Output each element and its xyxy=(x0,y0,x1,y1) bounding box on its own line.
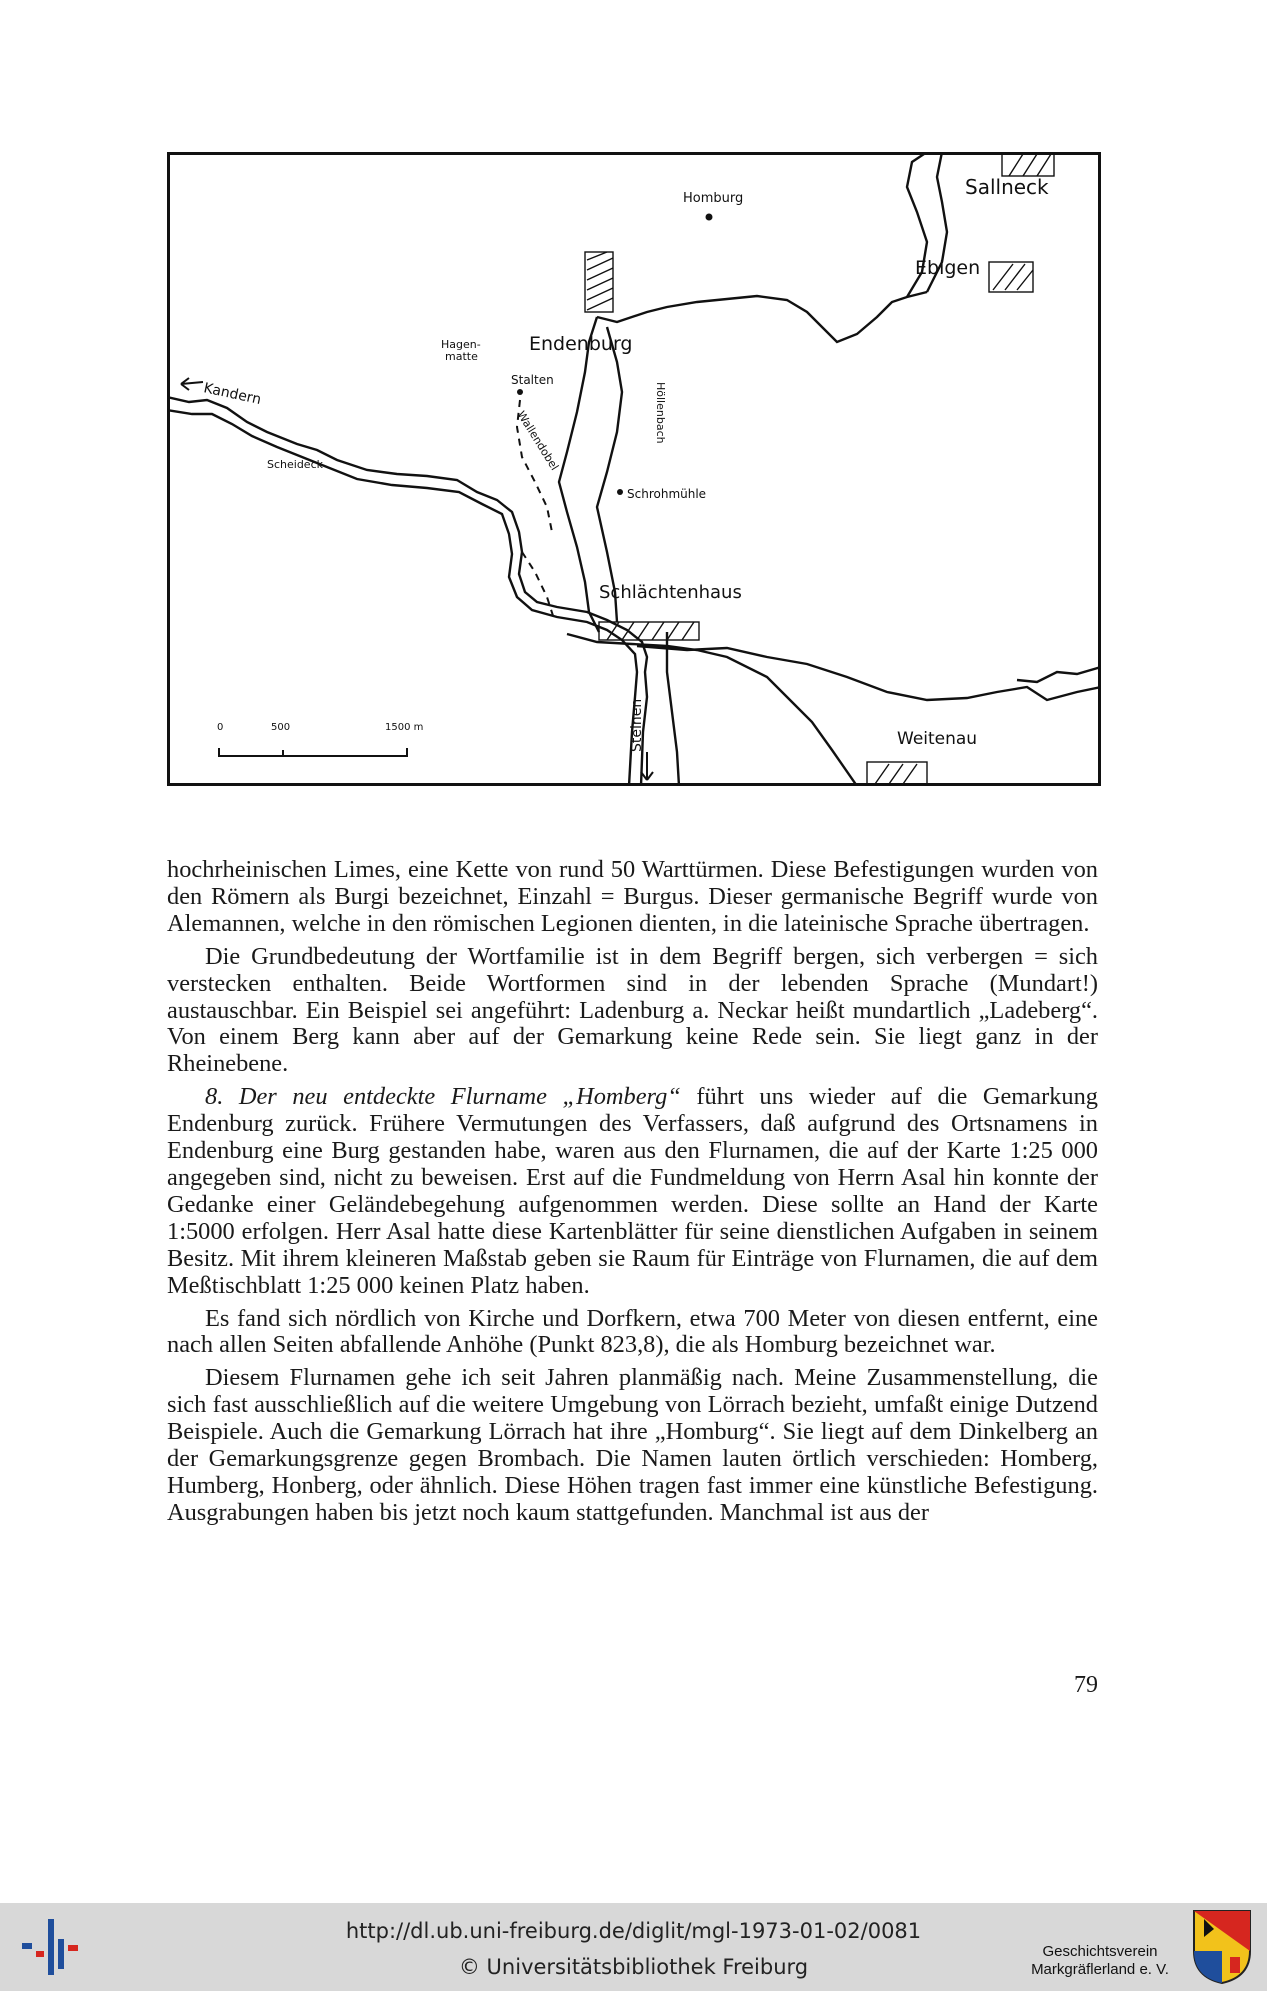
label-hagenmatte-2: matte xyxy=(445,350,478,363)
page-number: 79 xyxy=(1074,1672,1098,1698)
scale-tick-0: 0 xyxy=(217,722,224,733)
label-ebigen: Ebigen xyxy=(915,257,981,279)
label-homburg: Homburg xyxy=(683,191,744,206)
paragraph-5: Diesem Flurnamen gehe ich seit Jahren planmäßig nach. Meine Zusammenstellung, die sich fast ausschließlich auf die weitere Umgebung von Lörrach bezieht, umfaßt einige Dutzend Beispiele. Auch die Gemarkung Lörrach hat ihre „Homburg“. Sie liegt auf dem Dinkelberg an der Gemarkungsgrenze gegen Brombach. Die Namen lauten örtlich verschieden: Homberg, Humberg, Honberg, oder ähnlich. Diese Höhen tragen fast immer eine künstliche Befestigung. Ausgrabungen haben bis jetzt noch kaum stattgefunden. Manchmal ist aus der xyxy=(167,1364,1098,1526)
paragraph-3 xyxy=(167,1084,1098,1299)
society-line-2: Markgräflerland e. V. xyxy=(1031,1961,1169,1978)
map-svg xyxy=(167,152,1101,786)
footer-url[interactable]: http://dl.ub.uni-freiburg.de/diglit/mgl-1973-01-02/0081 xyxy=(345,1919,922,1943)
paragraph-3-text: führt uns wieder auf die Gemarkung Endenburg zurück. Frühere Vermutungen des Verfassers, daß aufgrund des Ortsnamens in Endenburg eine Burg gestanden habe, waren aus den Flurnamen, die auf der Karte 1:25 000 angegeben sind, nicht zu beweisen. Erst auf die Fundmeldung von Herrn Asal hin konnte der Gedanke einer Geländebegehung aufgenommen werden. Diese sollte an Hand der Karte 1:5000 erfolgen. Herr Asal hatte diese Kartenblätter für seine dienstlichen Aufgaben in seinem Besitz. Mit ihrem kleineren Maßstab geben sie Raum für Einträge von Flurnamen, die auf dem Meßtischblatt 1:25 000 keinen Platz haben. xyxy=(167,1083,1098,1299)
label-schlaechtenhaus: Schlächtenhaus xyxy=(599,582,742,603)
paragraph-2: Die Grundbedeutung der Wortfamilie ist in dem Begriff bergen, sich verbergen = sich verstecken enthalten. Beide Wortformen sind in der lebenden Sprache (Mundart!) austauschbar. Ein Beispiel sei angeführt: Ladenburg a. Neckar heißt mundartlich „Ladeberg“. Von einem Berg kann aber auf der Gemarkung keine Rede sein. Sie liegt ganz in der Rheinebene. xyxy=(167,942,1098,1078)
label-kandern: Kandern xyxy=(202,380,263,409)
point-homburg xyxy=(706,214,713,221)
label-weitenau: Weitenau xyxy=(897,729,978,749)
scale-tick-1500: 1500 m xyxy=(385,722,424,733)
label-endenburg: Endenburg xyxy=(529,333,633,355)
section-heading: 8. Der neu entdeckte Flurname „Homberg“ xyxy=(205,1083,681,1111)
label-scheideck: Scheideck xyxy=(267,458,323,471)
coat-of-arms-icon xyxy=(1190,1907,1254,1985)
label-wallendobel: Wallendobel xyxy=(514,408,562,473)
point-stalten xyxy=(517,389,523,395)
paragraph-4: Es fand sich nördlich von Kirche und Dorfkern, etwa 700 Meter von diesen entfernt, eine nach allen Seiten abfallende Anhöhe (Punkt 823,8), die als Homburg bezeichnet war. xyxy=(167,1304,1098,1359)
label-hagenmatte-1: Hagen- xyxy=(441,338,481,351)
point-schrohmuehle xyxy=(617,489,623,495)
label-sallneck: Sallneck xyxy=(965,175,1049,199)
label-hoellenbach: Höllenbach xyxy=(654,382,667,444)
body-text xyxy=(167,857,1098,1527)
label-schrohmuehle: Schrohmühle xyxy=(627,487,707,501)
footer-copyright: © Universitätsbibliothek Freiburg xyxy=(458,1955,809,1979)
society-line-1: Geschichtsverein xyxy=(1042,1943,1158,1960)
map-figure xyxy=(167,152,1101,786)
paragraph-1: hochrheinischen Limes, eine Kette von rund 50 Warttürmen. Diese Befestigungen wurden von den Römern als Burgi bezeichnet, Einzahl = Burgus. Dieser germanische Begriff wurde von Alemannen, welche in den römischen Legionen dienten, in die lateinische Sprache übertragen. xyxy=(167,856,1098,937)
scale-tick-500: 500 xyxy=(271,722,291,733)
label-steinen: Steinen xyxy=(629,698,645,752)
footer-bar xyxy=(0,1903,1267,1991)
society-name xyxy=(1010,1943,1190,1979)
label-stalten: Stalten xyxy=(511,373,554,387)
